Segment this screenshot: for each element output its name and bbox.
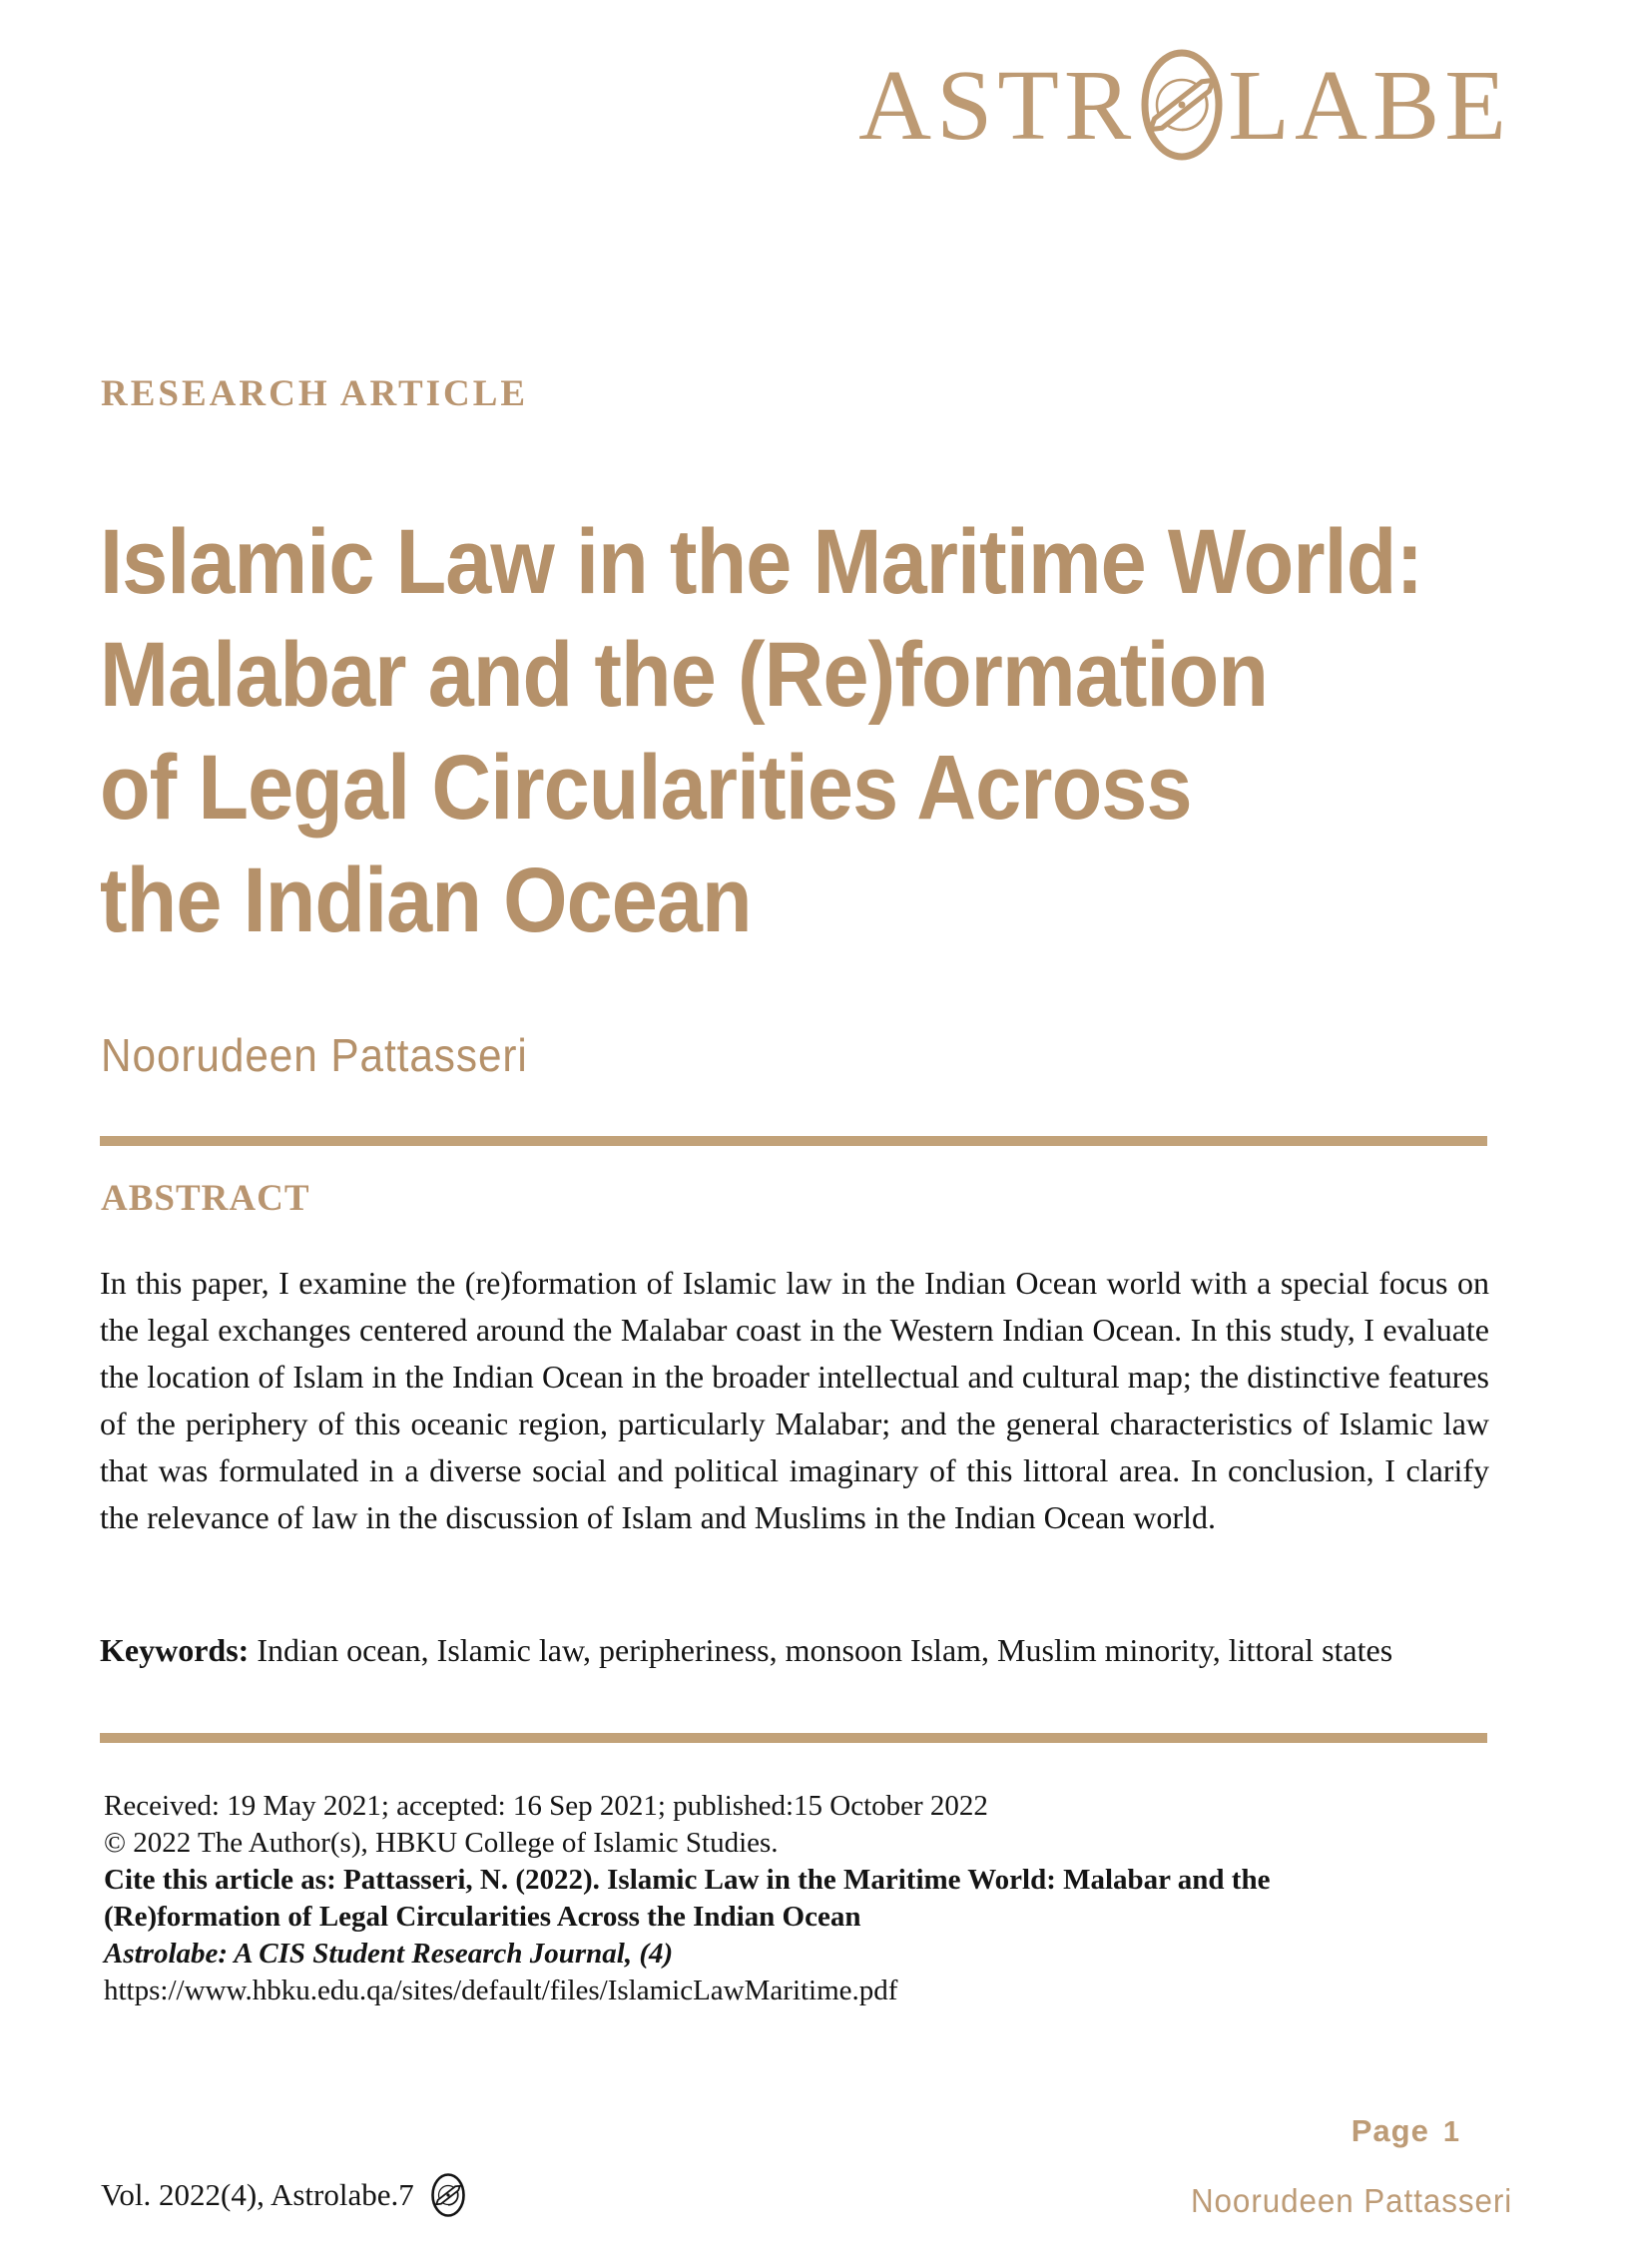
divider-rule-bottom xyxy=(100,1733,1487,1743)
article-url-link[interactable]: https://www.hbku.edu.qa/sites/default/files/IslamicLawMaritime.pdf xyxy=(104,1975,898,2006)
citation-line-1: Cite this article as: Pattasseri, N. (2022). Islamic Law in the Maritime World: Malabar and the xyxy=(104,1864,1271,1896)
article-title-line-3: of Legal Circularities Across xyxy=(100,737,1192,839)
astrolabe-mark-icon xyxy=(430,2172,466,2218)
copyright-line: © 2022 The Author(s), HBKU College of Islamic Studies. xyxy=(104,1827,779,1859)
article-title xyxy=(100,506,1422,957)
article-title-line-4: the Indian Ocean xyxy=(100,850,752,951)
article-title-line-2: Malabar and the (Re)formation xyxy=(100,624,1269,726)
article-title-line-1: Islamic Law in the Maritime World: xyxy=(100,511,1423,613)
page-number-value: 1 xyxy=(1442,2116,1460,2148)
keywords-paragraph xyxy=(100,1626,1489,1674)
citation-line-2: (Re)formation of Legal Circularities Across the Indian Ocean xyxy=(104,1901,861,1933)
received-accepted-published-line: Received: 19 May 2021; accepted: 16 Sep 2021; published:15 October 2022 xyxy=(104,1790,988,1822)
journal-logo xyxy=(858,44,1511,166)
journal-reference-line: Astrolabe: A CIS Student Research Journal, (4) xyxy=(104,1938,674,1970)
logo-text-left: ASTR xyxy=(858,49,1137,161)
astrolabe-o-icon xyxy=(1140,48,1224,162)
logo-text-right: LABE xyxy=(1228,49,1511,161)
author-name: Noorudeen Pattasseri xyxy=(101,1029,528,1081)
article-type-kicker: RESEARCH ARTICLE xyxy=(101,373,529,414)
keywords-list: Indian ocean, Islamic law, peripheriness, monsoon Islam, Muslim minority, littoral states xyxy=(249,1632,1393,1668)
article-meta-block xyxy=(104,1788,1493,2009)
abstract-text: In this paper, I examine the (re)formation of Islamic law in the Indian Ocean world with a special focus on the legal exchanges centered around the Malabar coast in the Western Indian Ocean. In this study, I evaluate the location of Islam in the Indian Ocean in the broader intellectual and cultural map; the distinctive features of the periphery of this oceanic region, particularly Malabar; and the general characteristics of Islamic law that was formulated in a diverse social and political imaginary of this littoral area. In conclusion, I clarify the relevance of law in the discussion of Islam and Muslims in the Indian Ocean world. xyxy=(100,1265,1489,1535)
page-label: Page xyxy=(1351,2113,1429,2148)
abstract-heading: ABSTRACT xyxy=(101,1178,310,1219)
divider-rule-top xyxy=(100,1136,1487,1146)
volume-text: Vol. 2022(4), Astrolabe.7 xyxy=(101,2177,414,2212)
running-author: Noorudeen Pattasseri xyxy=(1190,2182,1512,2219)
page-number xyxy=(1352,2113,1460,2149)
footer-volume xyxy=(101,2172,466,2218)
keywords-label: Keywords: xyxy=(100,1632,250,1668)
